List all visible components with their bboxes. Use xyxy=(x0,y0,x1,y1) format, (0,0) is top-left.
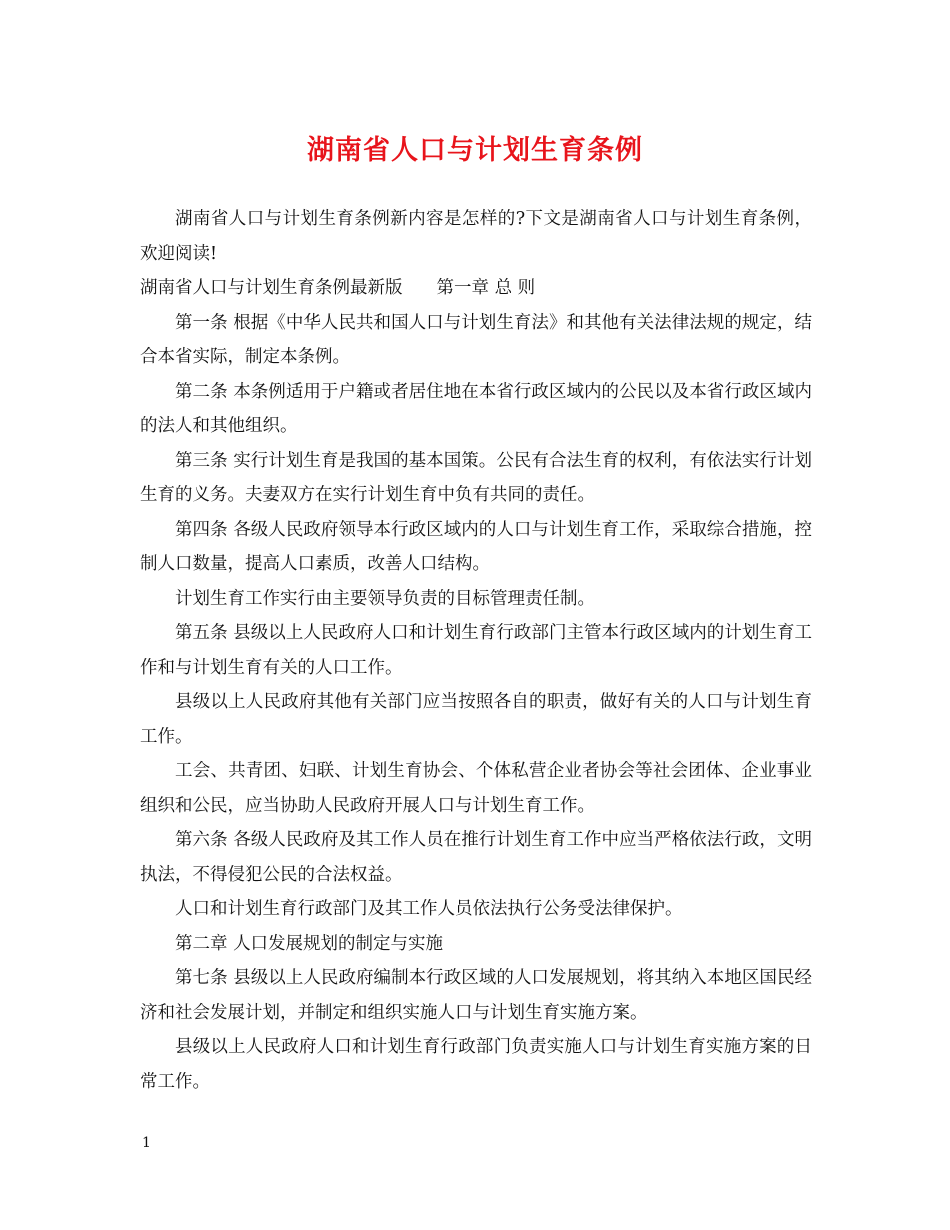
article-6: 第六条 各级人民政府及其工作人员在推行计划生育工作中应当严格依法行政，文明执法，不得侵犯公民的合法权益。 xyxy=(140,830,812,885)
article-2: 第二条 本条例适用于户籍或者居住地在本省行政区域内的公民以及本省行政区域内的法人和其他组织。 xyxy=(140,381,812,436)
article-1: 第一条 根据《中华人民共和国人口与计划生育法》和其他有关法律法规的规定，结合本省实际，制定本条例。 xyxy=(140,312,812,367)
chapter-two-heading: 第二章 人口发展规划的制定与实施 xyxy=(175,933,444,954)
article-5: 第五条 县级以上人民政府人口和计划生育行政部门主管本行政区域内的计划生育工作和与计划生育有关的人口工作。 xyxy=(140,623,812,678)
article-7: 第七条 县级以上人民政府编制本行政区域的人口发展规划，将其纳入本地区国民经济和社会发展计划，并制定和组织实施人口与计划生育实施方案。 xyxy=(140,968,812,1023)
document-title: 湖南省人口与计划生育条例 xyxy=(307,135,643,166)
page-number: 1 xyxy=(142,1135,151,1151)
article-6-clause: 人口和计划生育行政部门及其工作人员依法执行公务受法律保护。 xyxy=(175,899,683,919)
article-4: 第四条 各级人民政府领导本行政区域内的人口与计划生育工作，采取综合措施，控制人口数量，提高人口素质，改善人口结构。 xyxy=(140,519,812,574)
version-heading: 湖南省人口与计划生育条例最新版 xyxy=(140,278,403,298)
article-5-clause-2: 县级以上人民政府其他有关部门应当按照各自的职责，做好有关的人口与计划生育工作。 xyxy=(140,692,812,747)
chapter-one-heading: 第一章 总 则 xyxy=(436,278,536,298)
article-7-clause: 县级以上人民政府人口和计划生育行政部门负责实施人口与计划生育实施方案的日常工作。 xyxy=(140,1037,812,1092)
intro-paragraph: 湖南省人口与计划生育条例新内容是怎样的?下文是湖南省人口与计划生育条例，欢迎阅读! xyxy=(140,209,812,264)
article-3: 第三条 实行计划生育是我国的基本国策。公民有合法生育的权利，有依法实行计划生育的义务。夫妻双方在实行计划生育中负有共同的责任。 xyxy=(140,450,812,505)
document-body xyxy=(140,202,812,1099)
article-5-clause-3: 工会、共青团、妇联、计划生育协会、个体私营企业者协会等社会团体、企业事业组织和公民，应当协助人民政府开展人口与计划生育工作。 xyxy=(140,761,812,816)
article-4-clause: 计划生育工作实行由主要领导负责的目标管理责任制。 xyxy=(175,588,595,609)
section-heading-line xyxy=(140,271,812,306)
